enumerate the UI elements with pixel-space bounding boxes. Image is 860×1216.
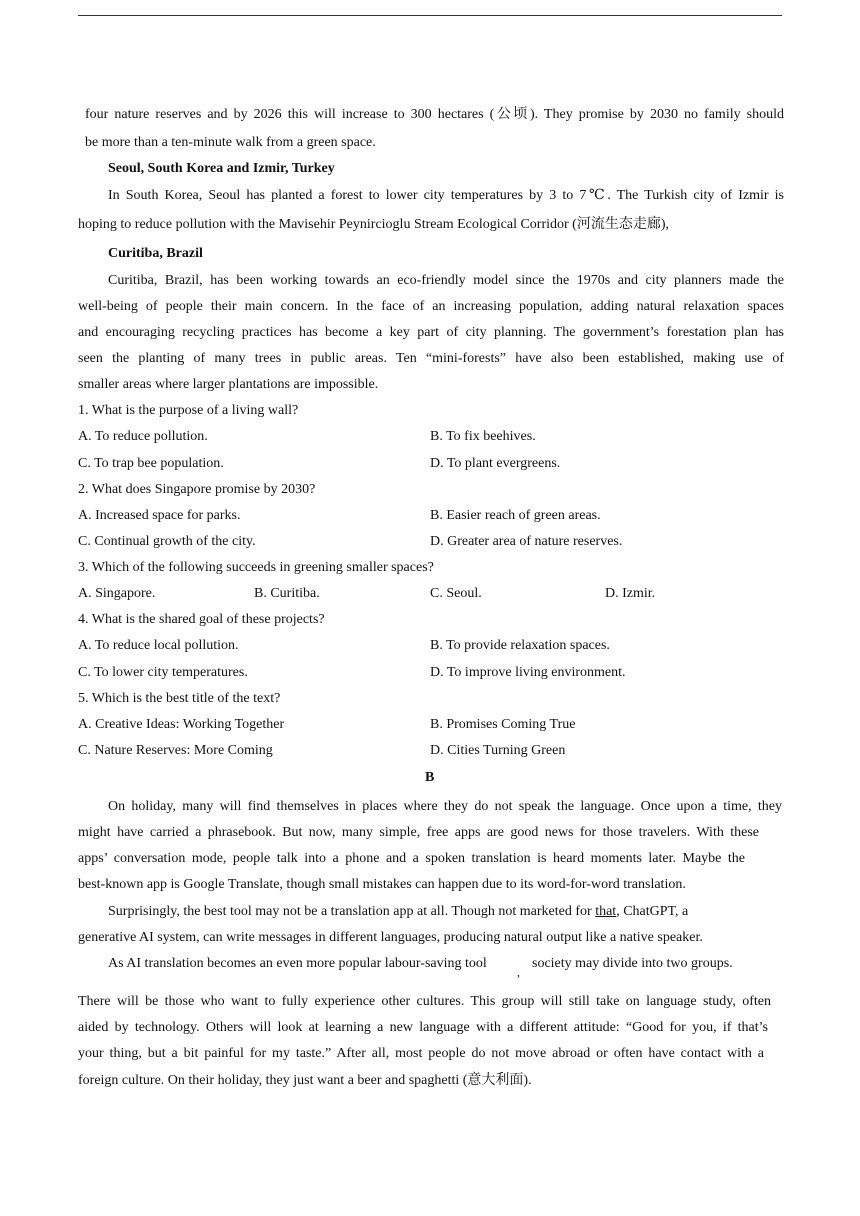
question-stem: 3. Which of the following succeeds in greening smaller spaces? xyxy=(78,560,434,575)
paragraph-line: In South Korea, Seoul has planted a forest to lower city temperatures by 3 to 7℃. The Turkish city of Izmir is xyxy=(108,188,784,203)
answer-option: C. To trap bee population. xyxy=(78,456,224,471)
section-heading: Seoul, South Korea and Izmir, Turkey xyxy=(108,161,335,176)
text-run: , ChatGPT, a xyxy=(616,904,689,919)
paragraph-line: well-being of people their main concern. In the face of an increasing population, adding natural relaxation spaces xyxy=(78,299,784,314)
answer-option: C. Seoul. xyxy=(430,586,482,601)
paragraph-line: four nature reserves and by 2026 this will increase to 300 hectares (公顷). They promise by 2030 no family should xyxy=(85,107,784,122)
comma-mark: , xyxy=(517,965,520,979)
answer-option: B. To fix beehives. xyxy=(430,429,536,444)
text-run: Surprisingly, the best tool may not be a translation app at all. Though not marketed for xyxy=(108,904,596,919)
answer-option: D. Cities Turning Green xyxy=(430,743,566,758)
answer-option: B. Easier reach of green areas. xyxy=(430,508,601,523)
answer-option: B. To provide relaxation spaces. xyxy=(430,638,610,653)
answer-option: C. Continual growth of the city. xyxy=(78,534,256,549)
answer-option: D. Greater area of nature reserves. xyxy=(430,534,623,549)
answer-option: A. To reduce local pollution. xyxy=(78,638,239,653)
answer-option: C. Nature Reserves: More Coming xyxy=(78,743,273,758)
answer-option: A. To reduce pollution. xyxy=(78,429,208,444)
answer-option: B. Curitiba. xyxy=(254,586,320,601)
answer-option: A. Singapore. xyxy=(78,586,156,601)
answer-option: D. Izmir. xyxy=(605,586,656,601)
paragraph-line: society may divide into two groups. xyxy=(532,956,733,971)
section-heading: Curitiba, Brazil xyxy=(108,246,203,261)
paragraph-line: be more than a ten-minute walk from a green space. xyxy=(85,135,376,150)
paragraph-line: and encouraging recycling practices has become a key part of city planning. The government’s forestation plan has xyxy=(78,325,784,340)
paragraph-line: generative AI system, can write messages in different languages, producing natural output like a native speaker. xyxy=(78,930,703,945)
question-stem: 5. Which is the best title of the text? xyxy=(78,691,281,706)
paragraph-line: aided by technology. Others will look at learning a new language with a different attitude: “Good for you, if that’s xyxy=(78,1020,768,1035)
answer-option: D. To plant evergreens. xyxy=(430,456,561,471)
paragraph-line: seen the planting of many trees in public areas. Ten “mini-forests” have also been established, making use of xyxy=(78,351,784,366)
paragraph-line xyxy=(108,903,688,921)
header-rule xyxy=(78,15,782,16)
paragraph-line: There will be those who want to fully experience other cultures. This group will still take on language study, often xyxy=(78,994,771,1009)
paragraph-line: smaller areas where larger plantations are impossible. xyxy=(78,377,379,392)
paragraph-line: might have carried a phrasebook. But now, many simple, free apps are good news for those travelers. With these xyxy=(78,825,759,840)
paragraph-line: apps’ conversation mode, people talk into a phone and a spoken translation is heard moments later. Maybe the xyxy=(78,851,745,866)
question-stem: 2. What does Singapore promise by 2030? xyxy=(78,482,316,497)
paragraph-line: your thing, but a bit painful for my taste.” After all, most people do not move abroad or often have contact with a xyxy=(78,1046,764,1061)
paragraph-line: On holiday, many will find themselves in places where they do not speak the language. Once upon a time, they xyxy=(108,799,782,814)
paragraph-line: Curitiba, Brazil, has been working towards an eco-friendly model since the 1970s and city planners made the xyxy=(108,273,784,288)
answer-option: B. Promises Coming True xyxy=(430,717,576,732)
underlined-word: that xyxy=(595,904,617,919)
answer-option: C. To lower city temperatures. xyxy=(78,665,248,680)
question-stem: 4. What is the shared goal of these projects? xyxy=(78,612,325,627)
paragraph-line: As AI translation becomes an even more popular labour-saving tool xyxy=(108,956,487,971)
paragraph-line: hoping to reduce pollution with the Mavisehir Peynircioglu Stream Ecological Corridor (河流生态走廊), xyxy=(78,217,670,232)
answer-option: D. To improve living environment. xyxy=(430,665,626,680)
question-stem: 1. What is the purpose of a living wall? xyxy=(78,403,299,418)
answer-option: A. Creative Ideas: Working Together xyxy=(78,717,285,732)
paragraph-line: best-known app is Google Translate, though small mistakes can happen due to its word-for-word translation. xyxy=(78,877,686,892)
section-heading: B xyxy=(425,770,435,785)
answer-option: A. Increased space for parks. xyxy=(78,508,241,523)
paragraph-line: foreign culture. On their holiday, they just want a beer and spaghetti (意大利面). xyxy=(78,1073,532,1088)
